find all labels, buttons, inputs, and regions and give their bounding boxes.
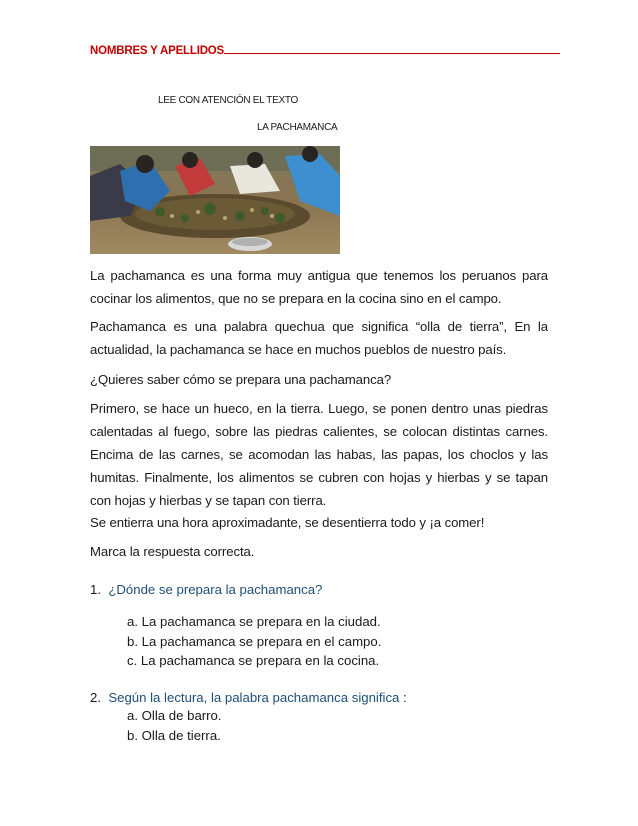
- option-item[interactable]: b. La pachamanca se prepara en el campo.: [127, 633, 382, 649]
- question-1: [90, 580, 322, 600]
- option-item[interactable]: a. Olla de barro.: [127, 708, 222, 723]
- question-text: Según la lectura, la palabra pachamanca significa: [108, 690, 400, 705]
- header-label: NOMBRES Y APELLIDOS: [90, 45, 225, 57]
- question-number: 2.: [90, 690, 101, 705]
- question-text: ¿Dónde se prepara la pachamanca?: [108, 582, 323, 597]
- question-1-options: [127, 612, 381, 671]
- question-2: [90, 688, 407, 708]
- option-item[interactable]: b. Olla de tierra.: [127, 727, 221, 743]
- paragraph-finish: Se entierra una hora aproximadante, se desentierra todo y ¡a comer!: [90, 515, 485, 530]
- paragraph-instruction: Marca la respuesta correcta.: [90, 544, 255, 559]
- paragraph-steps: Primero, se hace un hueco, en la tierra. Luego, se ponen dentro unas piedras calentadas al fuego, sobre las piedras calientes, se colocan distintas carnes. Encima de las carnes, se acomodan las habas, las papas, los choclos y las humitas. Finalmente, los alimentos se cubren con hojas y hierbas y se tapan con hojas y hierbas y se tapan con tierra.: [90, 401, 548, 508]
- paragraph-intro: La pachamanca es una forma muy antigua que tenemos los peruanos para cocinar los alimentos, que no se prepara en la cocina sino en el campo.: [90, 268, 548, 306]
- paragraph-meaning: Pachamanca es una palabra quechua que significa “olla de tierra”, En la actualidad, la pachamanca se hace en muchos pueblos de nuestro país.: [90, 319, 548, 357]
- option-item[interactable]: c. La pachamanca se prepara en la cocina.: [127, 653, 380, 668]
- option-item[interactable]: a. La pachamanca se prepara en la ciudad.: [127, 614, 381, 629]
- pachamanca-photo: [90, 146, 340, 254]
- reading-title: LA PACHAMANCA: [257, 122, 338, 133]
- paragraph-question: ¿Quieres saber cómo se prepara una pachamanca?: [90, 372, 392, 387]
- instruction-text: LEE CON ATENCIÓN EL TEXTO: [158, 95, 298, 106]
- question-2-options: [127, 706, 222, 745]
- name-blank-line: [224, 44, 560, 54]
- question-number: 1.: [90, 582, 101, 597]
- question-suffix: :: [399, 690, 407, 705]
- name-field-label: [90, 44, 560, 57]
